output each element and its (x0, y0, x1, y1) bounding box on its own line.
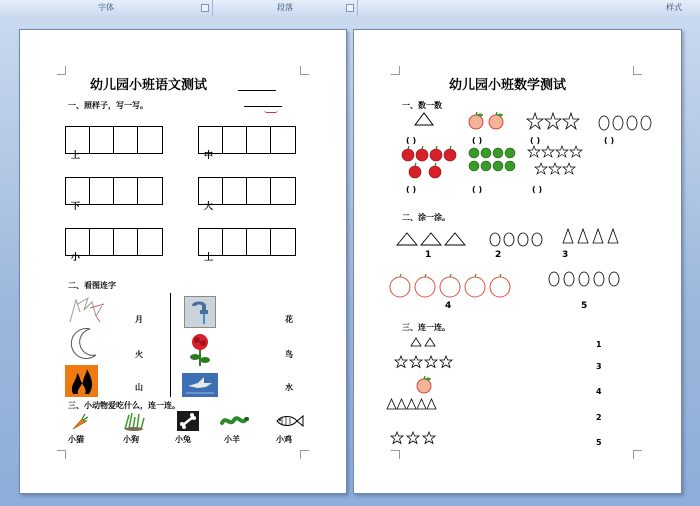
link-number: 3 (596, 362, 602, 371)
ribbon-bar (0, 0, 700, 18)
match-word: 水 (285, 383, 293, 392)
three-stars-icon (526, 112, 580, 130)
answer-paren: ( ) (532, 185, 543, 194)
single-apple-icon (416, 376, 432, 394)
answer-paren: ( ) (406, 185, 417, 194)
animal-label: 小羊 (224, 435, 240, 444)
name-blank-line (238, 90, 276, 91)
margin-corner-mark (57, 450, 66, 459)
five-ovals-icon (547, 271, 621, 287)
two-apples-icon (468, 112, 506, 130)
four-stars-icon (394, 355, 452, 369)
two-triangles-icon (410, 337, 436, 347)
font-dialog-launcher-icon[interactable] (201, 4, 209, 12)
bird-icon (182, 373, 218, 397)
animal-label: 小狗 (123, 435, 139, 444)
animal-label: 小兔 (175, 435, 191, 444)
four-triangles-icon (561, 228, 619, 244)
spell-check-squiggle (264, 109, 278, 113)
water-tap-icon (184, 296, 216, 328)
page-left[interactable] (19, 29, 347, 494)
link-number: 5 (596, 438, 602, 447)
margin-corner-mark (391, 66, 400, 75)
page-title: 幼儿园小班语文测试 (90, 78, 208, 93)
hand-sketch-image (66, 294, 106, 324)
five-triangles-icon (386, 398, 438, 410)
ribbon-group-label: 样式 (666, 3, 682, 12)
grid-example-char: 土 (204, 253, 214, 263)
three-stars-small-icon (390, 431, 436, 445)
grass-icon (123, 411, 145, 431)
page-right[interactable] (353, 29, 682, 494)
section-heading: 三、小动物爱吃什么，连一连。 (68, 401, 180, 410)
color-number: 5 (581, 301, 588, 311)
margin-corner-mark (300, 450, 309, 459)
link-number: 2 (596, 413, 602, 422)
animal-label: 小鸡 (276, 435, 292, 444)
triangle-icon (414, 112, 434, 126)
margin-corner-mark (633, 66, 642, 75)
ribbon-group-label: 段落 (277, 3, 293, 12)
answer-paren: ( ) (530, 136, 541, 145)
color-number: 2 (495, 250, 502, 260)
answer-paren: ( ) (406, 136, 417, 145)
ribbon-group-label: 字体 (98, 3, 114, 12)
answer-paren: ( ) (604, 136, 615, 145)
margin-corner-mark (57, 66, 66, 75)
green-grapes-group (468, 147, 514, 173)
ribbon-group-font (0, 0, 213, 16)
grid-example-char: 大 (204, 202, 214, 212)
match-word: 山 (135, 383, 143, 392)
margin-corner-mark (391, 450, 400, 459)
four-ovals-icon (488, 232, 546, 247)
answer-paren: ( ) (472, 185, 483, 194)
worm-icon (220, 414, 250, 428)
section-heading: 二、涂一涂。 (402, 213, 450, 222)
ribbon-group-paragraph (213, 0, 358, 16)
margin-corner-mark (633, 450, 642, 459)
crescent-moon-icon (68, 327, 98, 359)
section-heading: 三、连一连。 (402, 323, 450, 332)
seven-stars-icon (528, 145, 584, 177)
margin-corner-mark (300, 66, 309, 75)
section-heading: 二、看图连字 (68, 281, 116, 290)
match-word: 月 (135, 315, 143, 324)
grid-example-char: 下 (71, 202, 81, 212)
page-title: 幼儿园小班数学测试 (449, 78, 567, 93)
column-divider (170, 293, 171, 397)
section-heading: 一、照样子，写一写。 (68, 101, 148, 110)
match-word: 花 (285, 315, 293, 324)
red-apples-group (400, 146, 452, 182)
carrot-icon (70, 413, 88, 431)
ribbon-group-styles (358, 0, 700, 16)
score-blank-line (244, 106, 282, 107)
grid-example-char: 小 (71, 253, 81, 263)
grid-example-char: 上 (71, 151, 81, 161)
color-number: 1 (425, 250, 432, 260)
grid-example-char: 中 (204, 151, 214, 161)
paragraph-dialog-launcher-icon[interactable] (346, 4, 354, 12)
link-number: 1 (596, 340, 602, 349)
four-circles-icon (598, 115, 654, 131)
five-apples-outline-icon (388, 274, 514, 298)
color-number: 4 (445, 301, 452, 311)
color-number: 3 (562, 250, 569, 260)
match-word: 鸟 (285, 350, 293, 359)
answer-paren: ( ) (472, 136, 483, 145)
rose-flower-icon (186, 333, 214, 367)
fish-icon (274, 414, 304, 428)
bone-icon (177, 411, 199, 431)
match-word: 火 (135, 350, 143, 359)
fire-icon (65, 365, 98, 397)
animal-label: 小猫 (68, 435, 84, 444)
section-heading: 一、数一数 (402, 101, 442, 110)
link-number: 4 (596, 387, 602, 396)
three-triangles-icon (396, 232, 466, 246)
